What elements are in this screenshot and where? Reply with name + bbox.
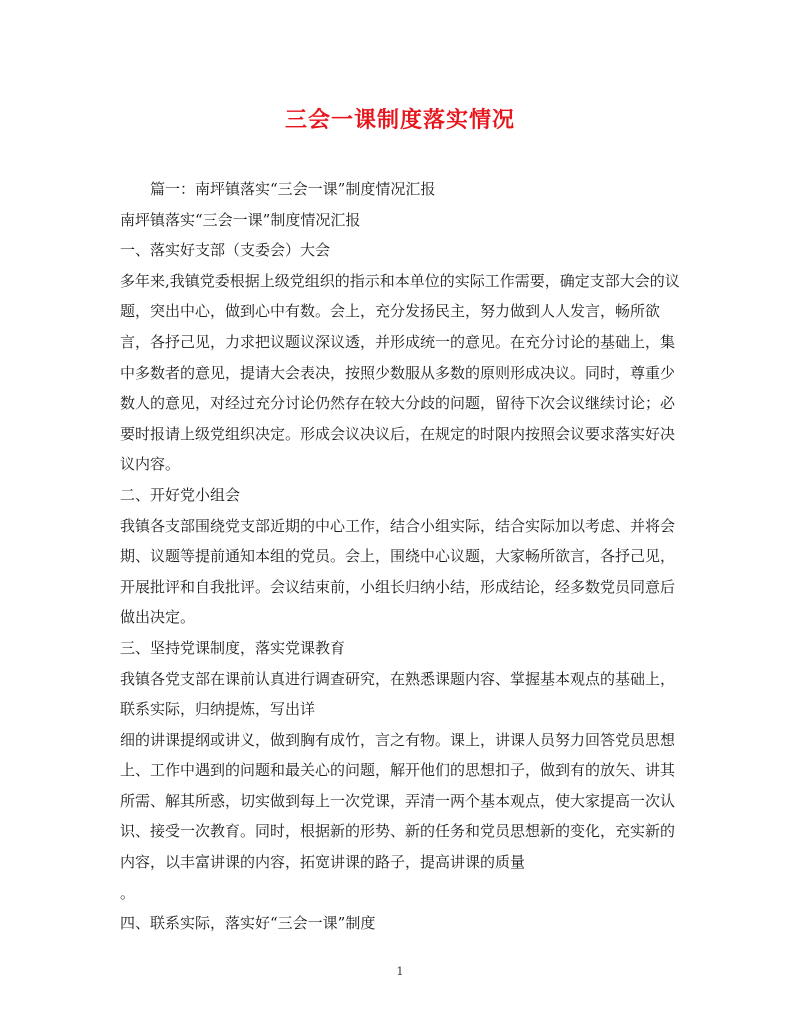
section-heading-4: 四、联系实际，落实好“三会一课”制度	[120, 914, 376, 933]
document-body	[120, 174, 680, 939]
body-paragraph-3a: 我镇各党支部在课前认真进行调查研究，在熟悉课题内容、掌握基本观点的基础上，联系实际，归纳提炼，写出详	[120, 669, 676, 719]
section-heading-3: 三、坚持党课制度，落实党课教育	[120, 638, 346, 657]
section-heading-2: 二、开好党小组会	[120, 485, 241, 504]
body-paragraph-1: 多年来,我镇党委根据上级党组织的指示和本单位的实际工作需要，确定支部大会的议题，突出中心，做到心中有数。会上，充分发扬民主，努力做到人人发言，畅所欲言，各抒己见，力求把议题议深议透，并形成统一的意见。在充分讨论的基础上，集中多数者的意见，提请大会表决，按照少数服从多数的原则形成决议。同时，尊重少数人的意见，对经过充分讨论仍然存在较大分歧的问题，留待下次会议继续讨论；必要时报请上级党组织决定。形成会议决议后，在规定的时限内按照会议要求落实好决议内容。	[120, 271, 680, 474]
document-title: 三会一课制度落实情况	[284, 107, 515, 133]
section-heading-1: 一、落实好支部（支委会）大会	[120, 241, 331, 260]
body-paragraph-2: 我镇各支部围绕党支部近期的中心工作，结合小组实际，结合实际加以考虑、并将会期、议题等提前通知本组的党员。会上，围绕中心议题，大家畅所欲言，各抒己见，开展批评和自我批评。会议结束前，小组长归纳小结，形成结论，经多数党员同意后做出决定。	[120, 516, 676, 627]
subtitle-paragraph: 篇一：南坪镇落实“三会一课”制度情况汇报	[150, 180, 436, 198]
report-title-paragraph: 南坪镇落实“三会一课”制度情况汇报	[120, 210, 361, 229]
body-paragraph-3b: 细的讲课提纲或讲义，做到胸有成竹，言之有物。课上，讲课人员努力回答党员思想上、工作中遇到的问题和最关心的问题，解开他们的思想扣子，做到有的放矢、讲其所需、解其所惑，切实做到每上一次党课，弄清一两个基本观点，使大家提高一次认识、接受一次教育。同时，根据新的形势、新的任务和党员思想新的变化，充实新的内容，以丰富讲课的内容，拓宽讲课的路子，提高讲课的质量	[120, 730, 676, 872]
page-number: 1	[396, 965, 404, 978]
body-paragraph-3c: 。	[120, 883, 136, 902]
